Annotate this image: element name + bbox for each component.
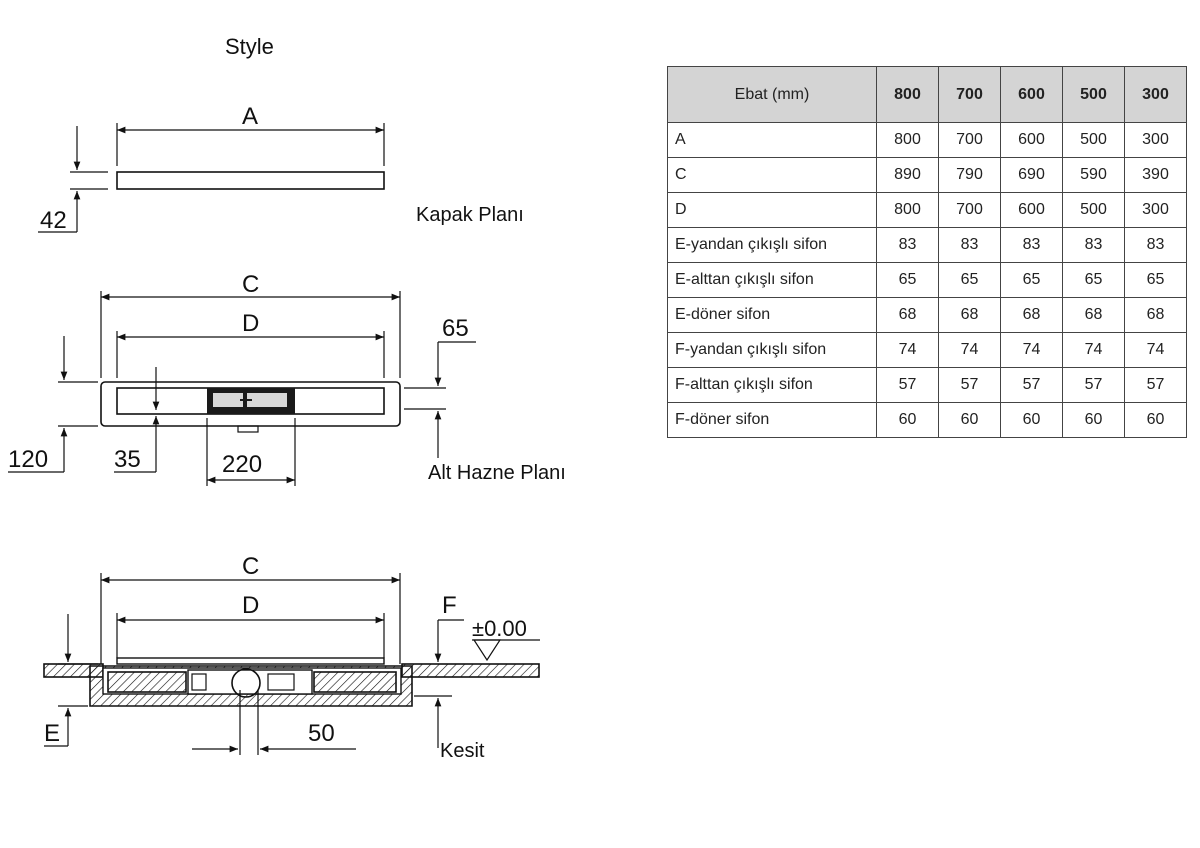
header-size-label: Ebat (mm) bbox=[668, 67, 877, 123]
table-cell: 60 bbox=[1001, 403, 1063, 438]
table-cell: 74 bbox=[877, 333, 939, 368]
table-cell: 590 bbox=[1063, 158, 1125, 193]
table-cell: 57 bbox=[1063, 368, 1125, 403]
dimension-table bbox=[667, 66, 1187, 438]
table-cell: 500 bbox=[1063, 123, 1125, 158]
table-row bbox=[668, 298, 1187, 333]
table-cell: 60 bbox=[877, 403, 939, 438]
table-cell: 74 bbox=[1063, 333, 1125, 368]
table-cell: 690 bbox=[1001, 158, 1063, 193]
row-label: F-döner sifon bbox=[668, 403, 877, 438]
table-cell: 790 bbox=[939, 158, 1001, 193]
table-cell: 68 bbox=[939, 298, 1001, 333]
row-label: A bbox=[668, 123, 877, 158]
dim-d-section-label: D bbox=[242, 592, 260, 619]
table-header-row bbox=[668, 67, 1187, 123]
table-cell: 700 bbox=[939, 123, 1001, 158]
table-cell: 890 bbox=[877, 158, 939, 193]
table-cell: 68 bbox=[1125, 298, 1187, 333]
table-cell: 65 bbox=[1125, 263, 1187, 298]
table-cell: 60 bbox=[1125, 403, 1187, 438]
table-row bbox=[668, 403, 1187, 438]
table-cell: 74 bbox=[1001, 333, 1063, 368]
row-label: E-döner sifon bbox=[668, 298, 877, 333]
dim-35-label: 35 bbox=[114, 446, 141, 473]
table-cell: 60 bbox=[1063, 403, 1125, 438]
table-row bbox=[668, 333, 1187, 368]
style-title: Style bbox=[225, 34, 274, 59]
table-cell: 83 bbox=[1063, 228, 1125, 263]
row-label: F-alttan çıkışlı sifon bbox=[668, 368, 877, 403]
header-size-500: 500 bbox=[1063, 67, 1125, 123]
table-cell: 500 bbox=[1063, 193, 1125, 228]
dim-c-label: C bbox=[242, 271, 260, 298]
table-cell: 65 bbox=[1001, 263, 1063, 298]
table-cell: 600 bbox=[1001, 123, 1063, 158]
table-cell: 57 bbox=[1001, 368, 1063, 403]
header-size-800: 800 bbox=[877, 67, 939, 123]
cover-plan-label: Kapak Planı bbox=[416, 204, 524, 226]
table-cell: 300 bbox=[1125, 193, 1187, 228]
table-cell: 74 bbox=[1125, 333, 1187, 368]
table-cell: 65 bbox=[877, 263, 939, 298]
dim-d-label: D bbox=[242, 310, 260, 337]
table-cell: 600 bbox=[1001, 193, 1063, 228]
table-cell: 65 bbox=[1063, 263, 1125, 298]
table-cell: 800 bbox=[877, 193, 939, 228]
table-cell: 800 bbox=[877, 123, 939, 158]
row-label: D bbox=[668, 193, 877, 228]
dim-220-label: 220 bbox=[222, 451, 263, 478]
table-cell: 68 bbox=[1063, 298, 1125, 333]
table-cell: 300 bbox=[1125, 123, 1187, 158]
table-cell: 83 bbox=[877, 228, 939, 263]
table-row bbox=[668, 158, 1187, 193]
table-row bbox=[668, 228, 1187, 263]
table-cell: 390 bbox=[1125, 158, 1187, 193]
table-cell: 68 bbox=[1001, 298, 1063, 333]
header-size-700: 700 bbox=[939, 67, 1001, 123]
table-cell: 700 bbox=[939, 193, 1001, 228]
base-plan-label: Alt Hazne Planı bbox=[428, 462, 566, 484]
dim-65-label: 65 bbox=[442, 315, 469, 342]
table-cell: 57 bbox=[1125, 368, 1187, 403]
dim-42-label: 42 bbox=[40, 207, 67, 234]
table-row bbox=[668, 193, 1187, 228]
section-view bbox=[44, 553, 540, 755]
dim-a-label: A bbox=[242, 103, 259, 130]
header-size-300: 300 bbox=[1125, 67, 1187, 123]
row-label: F-yandan çıkışlı sifon bbox=[668, 333, 877, 368]
cover-plate bbox=[117, 172, 384, 189]
row-label: C bbox=[668, 158, 877, 193]
row-label: E-yandan çıkışlı sifon bbox=[668, 228, 877, 263]
table-cell: 57 bbox=[939, 368, 1001, 403]
table-cell: 57 bbox=[877, 368, 939, 403]
section-label: Kesit bbox=[440, 740, 485, 762]
table-cell: 74 bbox=[939, 333, 1001, 368]
dim-e-label: E bbox=[44, 720, 61, 747]
dim-120-label: 120 bbox=[8, 446, 49, 473]
dim-c-section-label: C bbox=[242, 553, 260, 580]
table-cell: 83 bbox=[1001, 228, 1063, 263]
cover-plan-view bbox=[38, 103, 384, 234]
table-row bbox=[668, 368, 1187, 403]
table-cell: 83 bbox=[939, 228, 1001, 263]
table-cell: 65 bbox=[939, 263, 1001, 298]
table-row bbox=[668, 263, 1187, 298]
table-cell: 83 bbox=[1125, 228, 1187, 263]
base-plan-view bbox=[8, 271, 476, 486]
dim-f-label: F bbox=[442, 592, 457, 619]
table-cell: 68 bbox=[877, 298, 939, 333]
header-size-600: 600 bbox=[1001, 67, 1063, 123]
table-row bbox=[668, 123, 1187, 158]
table-cell: 60 bbox=[939, 403, 1001, 438]
level-label: ±0.00 bbox=[472, 616, 527, 641]
row-label: E-alttan çıkışlı sifon bbox=[668, 263, 877, 298]
dim-50-label: 50 bbox=[308, 720, 335, 747]
